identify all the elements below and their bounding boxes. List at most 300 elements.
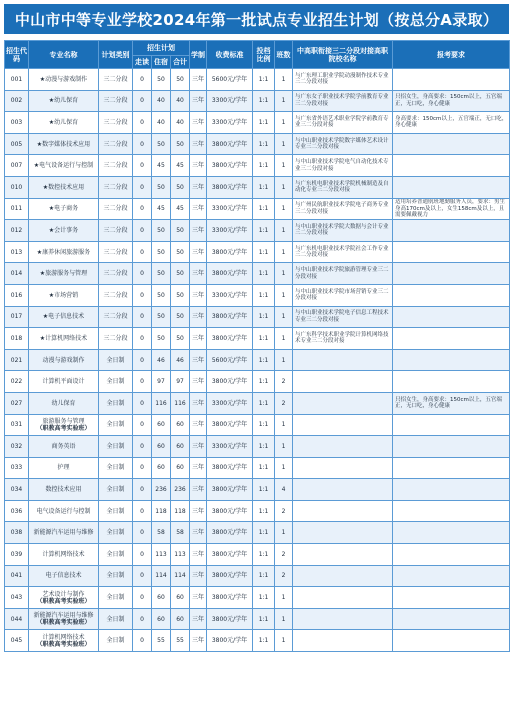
cell-code: 033 — [5, 457, 29, 479]
cell-total: 60 — [171, 414, 190, 436]
cell-ratio: 1:1 — [253, 544, 275, 566]
table-row — [5, 479, 510, 501]
cell-walk: 0 — [133, 349, 152, 371]
cell-classes: 1 — [275, 630, 293, 652]
cell-years: 三年 — [190, 500, 207, 522]
cell-type: 三二分段 — [99, 90, 133, 112]
cell-major: 电子信息技术 — [29, 565, 99, 587]
cell-type: 三二分段 — [99, 241, 133, 263]
cell-total: 45 — [171, 155, 190, 177]
cell-years: 三年 — [190, 133, 207, 155]
cell-code: 003 — [5, 112, 29, 134]
cell-type: 全日制 — [99, 349, 133, 371]
cell-ratio: 1:1 — [253, 284, 275, 306]
cell-total: 55 — [171, 630, 190, 652]
cell-major — [29, 414, 99, 436]
cell-major — [29, 608, 99, 630]
cell-code: 011 — [5, 198, 29, 220]
cell-ratio: 1:1 — [253, 263, 275, 285]
cell-total: 60 — [171, 608, 190, 630]
cell-total: 113 — [171, 544, 190, 566]
cell-fee: 3800元/学年 — [207, 371, 253, 393]
cell-type: 全日制 — [99, 371, 133, 393]
cell-code: 044 — [5, 608, 29, 630]
cell-type: 三二分段 — [99, 306, 133, 328]
table-row — [5, 457, 510, 479]
cell-university — [293, 349, 393, 371]
cell-type: 全日制 — [99, 414, 133, 436]
cell-major: ★计算机网络技术 — [29, 328, 99, 350]
cell-code: 027 — [5, 392, 29, 414]
cell-ratio: 1:1 — [253, 155, 275, 177]
cell-university: 与中山职业技术学院电子信息工程技术专业三二分段对接 — [293, 306, 393, 328]
header-fee: 收费标准 — [207, 41, 253, 69]
cell-board: 50 — [152, 133, 171, 155]
cell-total: 45 — [171, 198, 190, 220]
cell-ratio: 1:1 — [253, 608, 275, 630]
cell-board: 118 — [152, 500, 171, 522]
cell-board: 50 — [152, 220, 171, 242]
cell-total: 40 — [171, 90, 190, 112]
cell-years: 三年 — [190, 176, 207, 198]
cell-code: 039 — [5, 544, 29, 566]
cell-university — [293, 544, 393, 566]
cell-code: 012 — [5, 220, 29, 242]
table-row — [5, 69, 510, 91]
cell-total: 50 — [171, 241, 190, 263]
cell-fee: 3300元/学年 — [207, 220, 253, 242]
header-plan: 招生计划 — [133, 41, 190, 56]
cell-type: 三二分段 — [99, 220, 133, 242]
cell-total: 50 — [171, 220, 190, 242]
cell-ratio: 1:1 — [253, 457, 275, 479]
cell-years: 三年 — [190, 544, 207, 566]
cell-fee: 3300元/学年 — [207, 112, 253, 134]
cell-years: 三年 — [190, 112, 207, 134]
cell-fee: 3300元/学年 — [207, 436, 253, 458]
cell-fee: 5600元/学年 — [207, 349, 253, 371]
cell-ratio: 1:1 — [253, 198, 275, 220]
cell-type: 全日制 — [99, 630, 133, 652]
major-tag: （职教高考实验班） — [36, 619, 91, 627]
cell-code: 017 — [5, 306, 29, 328]
cell-major: ★康养休闲旅游服务 — [29, 241, 99, 263]
cell-university: 与中山职业技术学院数字媒体艺术设计专业三二分段对接 — [293, 133, 393, 155]
cell-fee: 3800元/学年 — [207, 241, 253, 263]
cell-years: 三年 — [190, 220, 207, 242]
cell-major: ★市场营销 — [29, 284, 99, 306]
cell-years: 三年 — [190, 565, 207, 587]
cell-board: 50 — [152, 176, 171, 198]
table-row — [5, 522, 510, 544]
cell-ratio: 1:1 — [253, 328, 275, 350]
cell-requirements — [393, 565, 510, 587]
table-row — [5, 306, 510, 328]
cell-code: 018 — [5, 328, 29, 350]
cell-board: 50 — [152, 69, 171, 91]
cell-walk: 0 — [133, 155, 152, 177]
cell-code: 001 — [5, 69, 29, 91]
cell-classes: 1 — [275, 349, 293, 371]
cell-classes: 2 — [275, 565, 293, 587]
cell-years: 三年 — [190, 457, 207, 479]
cell-university — [293, 479, 393, 501]
header-code: 招生代码 — [5, 41, 29, 69]
cell-requirements — [393, 328, 510, 350]
cell-ratio: 1:1 — [253, 436, 275, 458]
cell-university: 与中山职业技术学院大数据与会计专业三二分段对接 — [293, 220, 393, 242]
cell-fee: 3800元/学年 — [207, 522, 253, 544]
header-university: 中高职衔接三二分段对接高职院校名称 — [293, 41, 393, 69]
cell-type: 全日制 — [99, 436, 133, 458]
cell-ratio: 1:1 — [253, 220, 275, 242]
major-tag: （职教高考实验班） — [36, 640, 91, 648]
cell-requirements — [393, 176, 510, 198]
cell-type: 全日制 — [99, 587, 133, 609]
cell-total: 116 — [171, 392, 190, 414]
cell-type: 三二分段 — [99, 155, 133, 177]
cell-ratio: 1:1 — [253, 133, 275, 155]
cell-code: 021 — [5, 349, 29, 371]
cell-ratio: 1:1 — [253, 587, 275, 609]
cell-fee: 3300元/学年 — [207, 284, 253, 306]
cell-fee: 3800元/学年 — [207, 328, 253, 350]
cell-walk: 0 — [133, 522, 152, 544]
header-years: 学制 — [190, 41, 207, 69]
cell-requirements — [393, 544, 510, 566]
cell-code: 038 — [5, 522, 29, 544]
cell-requirements — [393, 306, 510, 328]
table-row — [5, 284, 510, 306]
cell-university — [293, 630, 393, 652]
cell-classes: 1 — [275, 284, 293, 306]
cell-type: 全日制 — [99, 608, 133, 630]
cell-board: 60 — [152, 608, 171, 630]
cell-major — [29, 630, 99, 652]
cell-classes: 1 — [275, 457, 293, 479]
cell-major: 数控技术应用 — [29, 479, 99, 501]
cell-requirements — [393, 479, 510, 501]
cell-total: 114 — [171, 565, 190, 587]
cell-walk: 0 — [133, 436, 152, 458]
cell-type: 全日制 — [99, 544, 133, 566]
cell-classes: 1 — [275, 112, 293, 134]
cell-university: 与中山职业技术学院市场营销专业三二分段对接 — [293, 284, 393, 306]
cell-code: 016 — [5, 284, 29, 306]
enrollment-table — [4, 40, 510, 652]
cell-fee: 5600元/学年 — [207, 69, 253, 91]
cell-total: 50 — [171, 133, 190, 155]
cell-requirements — [393, 608, 510, 630]
cell-board: 58 — [152, 522, 171, 544]
cell-university: 与广东科学技术职业学院计算机网络技术专业三二分段对接 — [293, 328, 393, 350]
cell-fee: 3800元/学年 — [207, 155, 253, 177]
cell-board: 45 — [152, 198, 171, 220]
header-ratio: 投档比例 — [253, 41, 275, 69]
cell-type: 全日制 — [99, 522, 133, 544]
cell-major: ★电气设备运行与控制 — [29, 155, 99, 177]
table-row — [5, 392, 510, 414]
table-row — [5, 630, 510, 652]
cell-fee: 3300元/学年 — [207, 198, 253, 220]
cell-major: 新能源汽车运用与维修 — [29, 522, 99, 544]
cell-ratio: 1:1 — [253, 522, 275, 544]
table-row — [5, 587, 510, 609]
cell-requirements — [393, 587, 510, 609]
cell-total: 60 — [171, 587, 190, 609]
cell-ratio: 1:1 — [253, 500, 275, 522]
cell-years: 三年 — [190, 328, 207, 350]
cell-total: 50 — [171, 306, 190, 328]
cell-classes: 1 — [275, 241, 293, 263]
cell-classes: 1 — [275, 263, 293, 285]
cell-board: 40 — [152, 112, 171, 134]
cell-requirements — [393, 630, 510, 652]
cell-university — [293, 414, 393, 436]
cell-walk: 0 — [133, 500, 152, 522]
cell-classes: 1 — [275, 155, 293, 177]
table-row — [5, 198, 510, 220]
cell-classes: 1 — [275, 436, 293, 458]
header-board: 住宿 — [152, 56, 171, 69]
cell-total: 46 — [171, 349, 190, 371]
cell-code: 034 — [5, 479, 29, 501]
cell-university: 与广东省外语艺术职业学院学前教育专业三二分段对接 — [293, 112, 393, 134]
cell-major: 动漫与游戏制作 — [29, 349, 99, 371]
major-name: 计算机网络技术 — [42, 633, 85, 641]
cell-major: ★电子信息技术 — [29, 306, 99, 328]
cell-ratio: 1:1 — [253, 306, 275, 328]
cell-total: 60 — [171, 436, 190, 458]
cell-major: ★动漫与游戏制作 — [29, 69, 99, 91]
cell-classes: 1 — [275, 414, 293, 436]
cell-university — [293, 522, 393, 544]
cell-total: 40 — [171, 112, 190, 134]
cell-major: ★旅游服务与管理 — [29, 263, 99, 285]
cell-code: 022 — [5, 371, 29, 393]
cell-years: 三年 — [190, 371, 207, 393]
cell-walk: 0 — [133, 112, 152, 134]
cell-code: 010 — [5, 176, 29, 198]
cell-type: 全日制 — [99, 392, 133, 414]
cell-walk: 0 — [133, 328, 152, 350]
cell-type: 三二分段 — [99, 112, 133, 134]
table-row — [5, 220, 510, 242]
cell-board: 40 — [152, 90, 171, 112]
cell-years: 三年 — [190, 608, 207, 630]
table-row — [5, 565, 510, 587]
major-tag: （职教高考实验班） — [36, 597, 91, 605]
cell-requirements — [393, 522, 510, 544]
table-header — [5, 41, 510, 69]
table-row — [5, 436, 510, 458]
cell-ratio: 1:1 — [253, 241, 275, 263]
cell-university — [293, 457, 393, 479]
cell-years: 三年 — [190, 587, 207, 609]
cell-ratio: 1:1 — [253, 349, 275, 371]
cell-years: 三年 — [190, 349, 207, 371]
cell-years: 三年 — [190, 69, 207, 91]
table-row — [5, 133, 510, 155]
cell-total: 58 — [171, 522, 190, 544]
cell-code: 013 — [5, 241, 29, 263]
cell-type: 全日制 — [99, 457, 133, 479]
cell-classes: 1 — [275, 608, 293, 630]
cell-university: 与广东理工职业学院动漫制作技术专业三二分段对接 — [293, 69, 393, 91]
cell-university — [293, 392, 393, 414]
cell-walk: 0 — [133, 414, 152, 436]
major-name: 艺术设计与制作 — [42, 590, 85, 598]
cell-major: ★数控技术应用 — [29, 176, 99, 198]
cell-years: 三年 — [190, 155, 207, 177]
header-total: 合计 — [171, 56, 190, 69]
cell-ratio: 1:1 — [253, 69, 275, 91]
cell-classes: 1 — [275, 328, 293, 350]
cell-walk: 0 — [133, 90, 152, 112]
cell-university — [293, 587, 393, 609]
cell-board: 113 — [152, 544, 171, 566]
cell-walk: 0 — [133, 392, 152, 414]
cell-type: 全日制 — [99, 565, 133, 587]
cell-board: 114 — [152, 565, 171, 587]
cell-requirements — [393, 241, 510, 263]
page-title: 中山市中等专业学校2024年第一批试点专业招生计划（按总分A录取） — [4, 4, 509, 34]
cell-code: 043 — [5, 587, 29, 609]
cell-type: 全日制 — [99, 500, 133, 522]
header-classes: 班数 — [275, 41, 293, 69]
cell-type: 三二分段 — [99, 176, 133, 198]
cell-board: 236 — [152, 479, 171, 501]
cell-fee: 3300元/学年 — [207, 90, 253, 112]
cell-total: 50 — [171, 328, 190, 350]
cell-board: 55 — [152, 630, 171, 652]
major-tag: （职教高考实验班） — [36, 424, 91, 432]
cell-total: 118 — [171, 500, 190, 522]
cell-years: 三年 — [190, 436, 207, 458]
cell-classes: 1 — [275, 133, 293, 155]
cell-classes: 1 — [275, 522, 293, 544]
cell-university: 与广东机电职业技术学院社会工作专业三二分段对接 — [293, 241, 393, 263]
cell-requirements — [393, 414, 510, 436]
cell-requirements — [393, 263, 510, 285]
cell-board: 97 — [152, 371, 171, 393]
cell-university — [293, 500, 393, 522]
cell-requirements: 只招女生，身高要求：150cm以上，五官端正，无口吃，身心健康 — [393, 90, 510, 112]
cell-code: 007 — [5, 155, 29, 177]
cell-ratio: 1:1 — [253, 176, 275, 198]
cell-code: 005 — [5, 133, 29, 155]
cell-board: 50 — [152, 263, 171, 285]
cell-fee: 3800元/学年 — [207, 544, 253, 566]
cell-major: 电气设备运行与控制 — [29, 500, 99, 522]
cell-type: 三二分段 — [99, 198, 133, 220]
cell-walk: 0 — [133, 176, 152, 198]
cell-walk: 0 — [133, 198, 152, 220]
cell-fee: 3800元/学年 — [207, 587, 253, 609]
cell-requirements — [393, 284, 510, 306]
cell-ratio: 1:1 — [253, 630, 275, 652]
cell-total: 97 — [171, 371, 190, 393]
cell-ratio: 1:1 — [253, 392, 275, 414]
cell-fee: 3800元/学年 — [207, 414, 253, 436]
cell-requirements — [393, 69, 510, 91]
cell-university: 与中山职业技术学院电气自动化技术专业三二分段对接 — [293, 155, 393, 177]
cell-classes: 1 — [275, 220, 293, 242]
cell-major: 商务英语 — [29, 436, 99, 458]
cell-total: 50 — [171, 176, 190, 198]
cell-classes: 1 — [275, 198, 293, 220]
table-row — [5, 544, 510, 566]
cell-walk: 0 — [133, 133, 152, 155]
cell-board: 60 — [152, 587, 171, 609]
cell-university — [293, 436, 393, 458]
cell-type: 全日制 — [99, 479, 133, 501]
cell-board: 50 — [152, 306, 171, 328]
table-row — [5, 414, 510, 436]
cell-board: 46 — [152, 349, 171, 371]
cell-fee: 3800元/学年 — [207, 306, 253, 328]
cell-classes: 1 — [275, 306, 293, 328]
cell-years: 三年 — [190, 306, 207, 328]
cell-walk: 0 — [133, 630, 152, 652]
cell-classes: 2 — [275, 500, 293, 522]
table-row — [5, 112, 510, 134]
cell-code: 002 — [5, 90, 29, 112]
table-row — [5, 371, 510, 393]
major-name: 新能源汽车运用与维修 — [33, 612, 94, 620]
cell-total: 236 — [171, 479, 190, 501]
cell-major: 计算机平面设计 — [29, 371, 99, 393]
cell-requirements — [393, 349, 510, 371]
cell-fee: 3800元/学年 — [207, 565, 253, 587]
table-row — [5, 155, 510, 177]
cell-requirements — [393, 436, 510, 458]
cell-walk: 0 — [133, 608, 152, 630]
cell-ratio: 1:1 — [253, 414, 275, 436]
cell-fee: 3800元/学年 — [207, 263, 253, 285]
header-walk: 走读 — [133, 56, 152, 69]
cell-walk: 0 — [133, 457, 152, 479]
cell-university: 与广州民航职业技术学院电子商务专业三二分段对接 — [293, 198, 393, 220]
cell-major: 护理 — [29, 457, 99, 479]
cell-ratio: 1:1 — [253, 90, 275, 112]
cell-code: 041 — [5, 565, 29, 587]
cell-board: 50 — [152, 241, 171, 263]
cell-classes: 1 — [275, 176, 293, 198]
cell-walk: 0 — [133, 479, 152, 501]
cell-fee: 3800元/学年 — [207, 479, 253, 501]
cell-university: 与中山职业技术学院旅游管理专业三二分段对接 — [293, 263, 393, 285]
cell-board: 60 — [152, 414, 171, 436]
cell-walk: 0 — [133, 565, 152, 587]
cell-type: 三二分段 — [99, 133, 133, 155]
cell-board: 50 — [152, 328, 171, 350]
cell-walk: 0 — [133, 220, 152, 242]
cell-major: 计算机网络技术 — [29, 544, 99, 566]
cell-university: 与广东女子职业技术学院学前教育专业三二分段对接 — [293, 90, 393, 112]
cell-classes: 2 — [275, 371, 293, 393]
cell-requirements: 适用培养普通航班地勤服务人员，要求：男生身高170cm及以上，女生158cm及以上，且需要佩戴视力 — [393, 198, 510, 220]
cell-code: 031 — [5, 414, 29, 436]
cell-walk: 0 — [133, 263, 152, 285]
cell-years: 三年 — [190, 90, 207, 112]
table-row — [5, 263, 510, 285]
cell-board: 60 — [152, 436, 171, 458]
cell-type: 三二分段 — [99, 69, 133, 91]
table-row — [5, 90, 510, 112]
header-requirements: 报考要求 — [393, 41, 510, 69]
cell-ratio: 1:1 — [253, 479, 275, 501]
